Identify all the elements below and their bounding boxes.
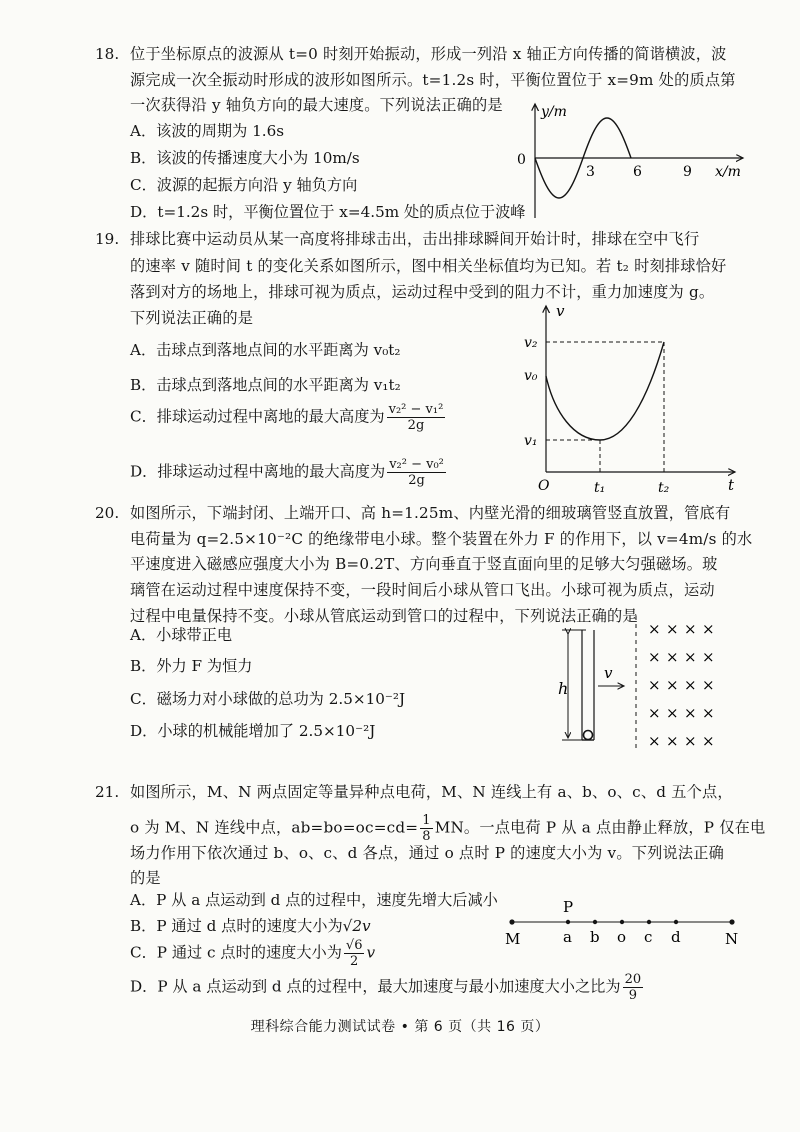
q19-v-axis-label: v: [556, 302, 565, 320]
q21-option-c-den: 2: [350, 954, 359, 969]
q21-stem-line3: 场力作用下依次通过 b、o、c、d 各点，通过 o 点时 P 的速度大小为 v。下列说法正确: [130, 844, 725, 862]
q19-stem-line2: 的速率 v 随时间 t 的变化关系如图所示，图中相关坐标值均为已知。若 t₂ 时刻排球恰好: [130, 257, 727, 275]
field-cross: ×: [702, 732, 715, 750]
field-cross: ×: [648, 704, 661, 722]
q20-option-b: B．外力 F 为恒力: [130, 657, 253, 675]
q19-stem-line3: 落到对方的场地上，排球可视为质点，运动过程中受到的阻力不计，重力加速度为 g。: [130, 283, 715, 301]
q21-point-c: [647, 920, 651, 924]
q18-option-b: B．该波的传播速度大小为 10m/s: [130, 149, 360, 167]
q20-ball: [584, 731, 593, 740]
q19-v1-label: v₁: [524, 433, 538, 449]
field-cross: ×: [702, 620, 715, 638]
q21-option-c-fraction: [344, 938, 365, 969]
q19-t-axis-label: t: [728, 476, 735, 494]
q21-option-d-fraction: [623, 972, 644, 1003]
q18-option-a: A．该波的周期为 1.6s: [130, 122, 285, 140]
q20-option-a: A．小球带正电: [130, 626, 233, 644]
q21-option-a: A．P 从 a 点运动到 d 点的过程中，速度先增大后减小: [130, 891, 498, 909]
field-cross: ×: [666, 620, 679, 638]
q21-stem-line1: 如图所示，M、N 两点固定等量异种点电荷，M、N 连线上有 a、b、o、c、d 五个点，: [130, 783, 733, 801]
q21-stem-line2-a: o 为 M、N 连线中点，ab=bo=oc=cd=: [130, 818, 419, 837]
q19-t1-label: t₁: [594, 480, 606, 496]
field-cross: ×: [684, 676, 697, 694]
q21-label-c: c: [644, 928, 653, 946]
q20-stem-line2: 电荷量为 q=2.5×10⁻²C 的绝缘带电小球。整个装置在外力 F 的作用下，以 v=4m/s 的水: [130, 530, 753, 548]
q21-point-b: [593, 920, 597, 924]
q21-option-c-prefix: C．P 通过 c 点时的速度大小为: [130, 943, 342, 962]
q21-point-M: [509, 919, 514, 924]
page-footer: 理科综合能力测试试卷 • 第 6 页（共 16 页）: [250, 1019, 550, 1035]
field-cross: ×: [702, 676, 715, 694]
q20-stem-line4: 璃管在运动过程中速度保持不变，一段时间后小球从管口飞出。小球可视为质点，运动: [130, 581, 715, 599]
q19-option-d-denominator: 2g: [408, 473, 425, 488]
q19-speed-curve: [546, 342, 664, 440]
q20-stem-line5: 过程中电量保持不变。小球从管底运动到管口的过程中，下列说法正确的是: [130, 607, 638, 625]
q18-x-label: x/m: [715, 164, 741, 180]
q19-v0-label: v₀: [524, 368, 538, 384]
q21-stem-fraction-num: 1: [422, 813, 431, 828]
q21-label-M: M: [505, 930, 521, 948]
q21-option-d-prefix: D．P 从 a 点运动到 d 点的过程中，最大加速度与最小加速度大小之比为: [130, 977, 621, 996]
q21-point-N: [729, 919, 734, 924]
q21-number: 21.: [95, 783, 120, 801]
q20-magnetic-field: [648, 620, 715, 750]
field-cross: ×: [666, 732, 679, 750]
q18-tick-3: 3: [586, 164, 595, 180]
field-cross: ×: [666, 648, 679, 666]
q19-v2-label: v₂: [524, 335, 538, 351]
q19-stem-line4: 下列说法正确的是: [130, 309, 254, 327]
q19-option-c: [130, 402, 447, 433]
q21-label-d: d: [671, 928, 681, 946]
field-cross: ×: [666, 704, 679, 722]
q21-option-b: [130, 916, 371, 936]
field-cross: ×: [684, 620, 697, 638]
field-cross: ×: [648, 676, 661, 694]
q19-option-b: B．击球点到落地点间的水平距离为 v₁t₂: [130, 376, 401, 394]
q21-stem-fraction: [420, 813, 432, 844]
q20-stem-line1: 如图所示，下端封闭、上端开口、高 h=1.25m、内壁光滑的细玻璃管竖直放置，管底有: [130, 504, 731, 522]
q18-stem-line1: 位于坐标原点的波源从 t=0 时刻开始振动，形成一列沿 x 轴正方向传播的简谐横波，波: [130, 45, 727, 63]
q21-stem-fraction-den: 8: [422, 829, 431, 844]
q20-stem-line3: 平速度进入磁感应强度大小为 B=0.2T、方向垂直于竖直面向里的足够大匀强磁场。玻: [130, 555, 718, 573]
q19-option-c-fraction: [387, 402, 446, 433]
q21-stem-line2: [130, 813, 765, 844]
q21-option-d: [130, 972, 645, 1003]
q19-option-d: [130, 457, 448, 488]
q19-option-a: A．击球点到落地点间的水平距离为 v₀t₂: [130, 341, 401, 359]
q18-number: 18.: [95, 45, 120, 63]
field-cross: ×: [648, 732, 661, 750]
q19-option-c-denominator: 2g: [407, 418, 425, 433]
q21-line-figure: [500, 896, 750, 952]
q21-point-o: [620, 920, 624, 924]
q21-stem-line4: 的是: [130, 869, 161, 887]
field-cross: ×: [702, 704, 715, 722]
q21-stem-line2-b: MN。一点电荷 P 从 a 点由静止释放，P 仅在电: [434, 818, 766, 837]
q20-option-c: C．磁场力对小球做的总功为 2.5×10⁻²J: [130, 690, 406, 708]
q21-label-b: b: [590, 928, 600, 946]
q21-point-a: [566, 920, 570, 924]
q18-stem-line3: 一次获得沿 y 轴负方向的最大速度。下列说法正确的是: [130, 96, 503, 114]
q19-option-d-numerator: v₂² − v₀²: [389, 457, 444, 472]
field-cross: ×: [648, 620, 661, 638]
q21-option-c-suffix: v: [366, 943, 376, 962]
q18-y-label: y/m: [541, 104, 567, 120]
q20-option-d: D．小球的机械能增加了 2.5×10⁻²J: [130, 722, 376, 740]
q18-origin-label: 0: [517, 152, 526, 168]
field-cross: ×: [684, 732, 697, 750]
q18-wave-graph: [505, 100, 765, 220]
q20-number: 20.: [95, 504, 120, 522]
q21-point-d: [674, 920, 678, 924]
q19-option-d-prefix: D．排球运动过程中离地的最大高度为: [130, 462, 386, 481]
q21-option-d-den: 9: [628, 988, 637, 1003]
q19-t2-label: t₂: [658, 480, 670, 496]
q19-stem-line1: 排球比赛中运动员从某一高度将排球击出，击出排球瞬间开始计时，排球在空中飞行: [130, 230, 700, 248]
q18-stem-line2: 源完成一次全振动时形成的波形如图所示。t=1.2s 时，平衡位置位于 x=9m 处的质点第: [130, 71, 736, 89]
q19-velocity-graph: [520, 300, 750, 500]
q21-option-b-prefix: B．P 通过 d 点时的速度大小为: [130, 917, 343, 935]
q21-option-c: [130, 938, 375, 969]
q18-option-c: C．波源的起振方向沿 y 轴负方向: [130, 176, 358, 194]
q21-label-a: a: [563, 928, 572, 946]
field-cross: ×: [648, 648, 661, 666]
q19-option-c-prefix: C．排球运动过程中离地的最大高度为: [130, 407, 385, 426]
field-cross: ×: [666, 676, 679, 694]
q21-label-o: o: [617, 928, 627, 946]
q21-label-P: P: [563, 898, 574, 916]
q19-origin-label: O: [538, 478, 550, 494]
q19-number: 19.: [95, 230, 120, 248]
q19-option-c-numerator: v₂² − v₁²: [388, 402, 444, 417]
q18-tick-6: 6: [633, 164, 642, 180]
q20-tube-figure: [548, 612, 748, 752]
q19-option-d-fraction: [387, 457, 446, 488]
q18-option-d: D．t=1.2s 时，平衡位置位于 x=4.5m 处的质点位于波峰: [130, 203, 526, 221]
field-cross: ×: [684, 704, 697, 722]
q18-tick-9: 9: [683, 164, 692, 180]
q21-option-b-value: √2v: [342, 917, 371, 935]
field-cross: ×: [684, 648, 697, 666]
q20-h-label: h: [558, 679, 569, 698]
q21-option-c-num: √6: [345, 938, 363, 953]
q20-v-label: v: [604, 664, 613, 682]
field-cross: ×: [702, 648, 715, 666]
q21-label-N: N: [725, 930, 739, 948]
q21-option-d-num: 20: [624, 972, 642, 987]
